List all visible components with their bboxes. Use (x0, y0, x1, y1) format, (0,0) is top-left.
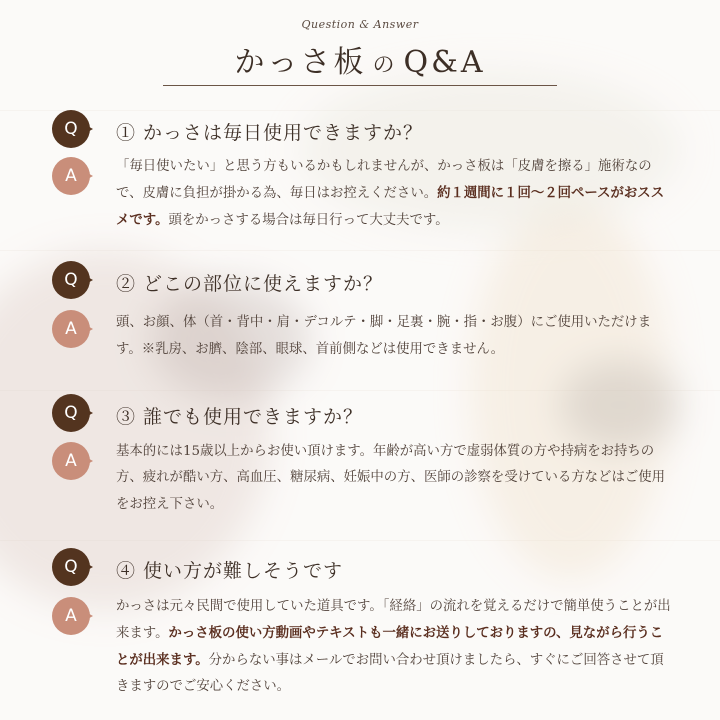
title-no: の (372, 53, 398, 78)
q-badge: Q (52, 110, 90, 148)
answer-pre: 頭、お顔、体（首・背中・肩・デコルテ・脚・足裏・腕・指・お腹）にご使用いただけます。※乳房、お臍、陰部、眼球、首前側などは使用できません。 (116, 315, 652, 357)
header-subtitle: Question & Answer (301, 18, 419, 31)
q-badge-tail (84, 562, 93, 572)
answer-text (116, 154, 676, 234)
a-badge: A (52, 157, 90, 195)
q-badge: Q (52, 261, 90, 299)
a-badge: A (52, 442, 90, 480)
q-badge-tail (84, 124, 93, 134)
a-badge: A (52, 597, 90, 635)
title-main: かっさ板 (234, 45, 367, 80)
header (0, 18, 720, 81)
answer-text (116, 310, 676, 363)
answer-post: 頭をかっさする場合は毎日行って大丈夫です。 (168, 213, 449, 228)
question-text: ④ 使い方が難しそうです (116, 560, 344, 582)
answer-pre: 「毎日使いたい」と思う方もいるかもしれませんが、かっさ板は「皮膚を擦る」施術なので、皮膚に負担が掛かる為、毎日はお控えください。 (116, 159, 652, 201)
page-title (0, 37, 720, 81)
answer-emphasis: 約１週間に１回〜２回ペースがおススメです。 (116, 185, 665, 228)
q-badge: Q (52, 394, 90, 432)
answer-pre: かっさは元々民間で使用していた道具です。「経絡」の流れを覚えるだけで簡単使うことが出来ます。 (116, 599, 671, 641)
question-text: ③ 誰でも使用できますか？ (116, 406, 364, 428)
a-badge-tail (84, 456, 93, 466)
a-badge-tail (84, 171, 93, 181)
q-badge: Q (52, 548, 90, 586)
a-badge-tail (84, 611, 93, 621)
a-badge-tail (84, 324, 93, 334)
title-qa: Q&A (403, 45, 486, 80)
question-text: ② どこの部位に使えますか？ (116, 273, 384, 295)
answer-text (116, 439, 676, 518)
q-badge-tail (84, 408, 93, 418)
answer-emphasis: かっさ板の使い方動画やテキストも一緒にお送りしておりますの、見ながら行うことが出来ます。 (116, 625, 664, 668)
answer-post: 分からない事はメールでお問い合わせ頂けましたら、すぐにご回答させて頂きますのでご安心ください。 (116, 653, 664, 694)
answer-pre: 基本的には15歳以上からお使い頂けます。年齢が高い方で虚弱体質の方や持病をお持ちの方、疲れが酷い方、高血圧、糖尿病、妊娠中の方、医師の診察を受けている方などはご使用をお控え下さい。 (116, 444, 666, 512)
a-badge: A (52, 310, 90, 348)
title-divider (163, 85, 557, 86)
answer-text (116, 594, 676, 700)
question-text: ① かっさは毎日使用できますか？ (116, 122, 424, 144)
q-badge-tail (84, 275, 93, 285)
